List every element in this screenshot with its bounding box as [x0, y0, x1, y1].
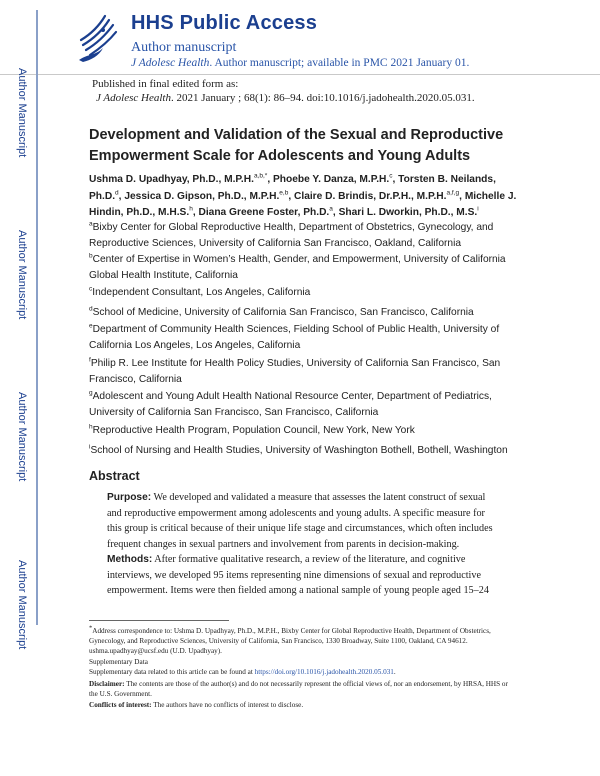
header-journal-line	[131, 57, 469, 69]
author-name: Michelle J. Hindin, Ph.D., M.H.S.	[89, 190, 517, 218]
side-label-3: Author Manuscript	[16, 392, 28, 482]
affiliation-i	[89, 443, 529, 459]
publication-line-2	[96, 92, 475, 104]
header-title: HHS Public Access	[131, 12, 318, 34]
affiliation-marker: h	[89, 423, 93, 431]
affiliation-text: Adolescent and Young Adult Health National Resource Center, Department of Pediatrics, University of California San Francisco, San Francisco, California	[89, 391, 492, 418]
author	[89, 174, 267, 185]
side-label-4: Author Manuscript	[16, 560, 28, 650]
author-affiliation-marker: i	[477, 205, 479, 213]
side-label-1: Author Manuscript	[16, 68, 28, 158]
affiliation-e	[89, 322, 529, 354]
affiliation-marker: a	[89, 220, 93, 228]
author-name: Ushma D. Upadhyay, Ph.D., M.P.H.	[89, 174, 254, 185]
affiliation-marker: f	[89, 356, 91, 364]
affiliation-g	[89, 389, 529, 421]
supp-doi-link[interactable]: https://doi.org/10.1016/j.jadohealth.2020.05.031	[254, 668, 394, 676]
affiliation-text: Reproductive Health Program, Population Council, New York, New York	[92, 425, 415, 436]
author	[124, 191, 288, 202]
author	[339, 207, 479, 218]
author-affiliation-marker: a,b,*	[253, 172, 268, 180]
affiliation-b	[89, 252, 529, 284]
affiliation-c	[89, 285, 529, 301]
correspondence-text: Address correspondence to: Ushma D. Upadhyay, Ph.D., M.P.H., Bixby Center for Global Reproductive Health, Department of Obstetrics, Gynecology, and Reproductive Sciences, University of California, San Francisco, 1330 Broadway, Suite 1100, Oakland, CA 94612. ushma.upadhyay@ucsf.edu (U.D. Upadhyay).	[89, 627, 491, 655]
author-affiliation-marker: d	[115, 189, 119, 197]
affiliation-a	[89, 220, 529, 252]
publication-line-1: Published in final edited form as:	[92, 78, 239, 90]
correspondence-marker: *	[89, 624, 93, 632]
conflicts-label: Conflicts of interest:	[89, 701, 152, 709]
affiliation-text: Department of Community Health Sciences, Fielding School of Public Health, University of California Los Angeles, Los Angeles, California	[89, 324, 500, 351]
author-affiliation-marker: a,f,g	[446, 189, 460, 197]
footnote-correspondence	[89, 626, 514, 656]
header-journal-name: J Adolesc Health	[131, 57, 210, 69]
footnote-supp	[89, 667, 514, 677]
header-subtitle: Author manuscript	[131, 40, 237, 55]
author	[294, 191, 459, 202]
paper-title: Development and Validation of the Sexual and Reproductive Empowerment Scale for Adolescents and Young Adults	[89, 127, 504, 164]
author-name: Shari L. Dworkin, Ph.D., M.S.	[338, 207, 478, 218]
affiliation-marker: i	[89, 443, 91, 451]
author	[198, 207, 332, 218]
methods-text: After formative qualitative research, a review of the literature, and cognitive interviews, we developed 95 items representing nine dimensions of sexual and reproductive empowerment. Items were then fielded among a national sample of young people aged 15–24	[107, 554, 489, 596]
supp-text: Supplementary data related to this article can be found at	[89, 668, 255, 676]
author-name: Phoebe Y. Danza, M.P.H.	[272, 174, 390, 185]
purpose-label: Purpose:	[107, 492, 152, 503]
affiliation-text: Center of Expertise in Women’s Health, Gender, and Empowerment, University of California Global Health Institute, California	[89, 254, 506, 281]
affiliation-text: School of Nursing and Health Studies, University of Washington Bothell, Bothell, Washington	[90, 445, 508, 456]
purpose-text: We developed and validated a measure that assesses the latent construct of sexual and reproductive empowerment among adolescents and young adults. A specific measure for this group is critical because of their unique life stage and circumstances, which often includes frequent changes in sexual partners and involvement from parents in decision-making.	[107, 492, 493, 550]
affiliation-marker: g	[89, 389, 93, 397]
side-label-2: Author Manuscript	[16, 230, 28, 320]
footnote-divider	[89, 620, 229, 621]
affiliation-text: Philip R. Lee Institute for Health Policy Studies, University of California San Francisco, San Francisco, California	[89, 358, 501, 385]
affiliation-text: School of Medicine, University of California San Francisco, San Francisco, California	[92, 307, 474, 318]
affiliation-text: Independent Consultant, Los Angeles, California	[92, 287, 311, 298]
author-affiliation-marker: a	[329, 205, 333, 213]
author-affiliation-marker: e,b	[279, 189, 289, 197]
conflicts-text: The authors have no conflicts of interest to disclose.	[151, 701, 304, 709]
header-journal-availability: . Author manuscript; available in PMC 2021 January 01.	[209, 57, 470, 69]
affiliation-marker: d	[89, 305, 93, 313]
author	[273, 174, 393, 185]
author-name: Diana Greene Foster, Ph.D.	[198, 207, 330, 218]
affiliation-text: Bixby Center for Global Reproductive Health, Department of Obstetrics, Gynecology, and Reproductive Sciences, University of California San Francisco, Oakland, California	[89, 222, 494, 249]
publication-citation: . 2021 January ; 68(1): 86–94. doi:10.1016/j.jadohealth.2020.05.031.	[170, 92, 475, 104]
affiliation-marker: c	[89, 285, 93, 293]
author-affiliation-marker: c	[389, 172, 393, 180]
header-divider	[0, 74, 600, 75]
abstract-methods	[107, 552, 499, 599]
disclaimer-text: The contents are those of the author(s) and do not necessarily represent the official views of, nor an endorsement, by HRSA, HHS or the U.S. Government.	[89, 680, 508, 698]
disclaimer-label: Disclaimer:	[89, 680, 125, 688]
author-name: Jessica D. Gipson, Ph.D., M.P.H.	[124, 190, 280, 202]
author-name: Torsten B. Neilands, Ph.D.	[89, 174, 496, 202]
abstract-purpose	[107, 490, 499, 552]
footnote-conflicts	[89, 700, 514, 710]
author-name: Claire D. Brindis, Dr.P.H., M.P.H.	[294, 190, 447, 202]
affiliation-f	[89, 356, 529, 388]
affiliation-h	[89, 423, 529, 439]
affiliation-marker: b	[89, 252, 93, 260]
footnote-supp-title: Supplementary Data	[89, 658, 148, 666]
hhs-eagle-logo-icon	[73, 10, 125, 65]
footnote-disclaimer	[89, 679, 514, 699]
abstract-heading: Abstract	[89, 469, 140, 483]
affiliation-d	[89, 305, 529, 321]
author-list: Ushma D. Upadhyay, Ph.D., M.P.H.$^{a,b,*}$, Phoebe Y. Danza, M.P.H.$^c$, Torsten B. Neilands, Ph.D.$^d$, Jessica D. Gipson, Ph.D., M.P.H.$^{e,b}$, Claire D. Brindis, Dr.P.H., M.P.H.$^{a,f,g}$, Michelle J. Hindin, Ph.D., M.H.S.$^h$, Diana Greene Foster, Ph.D.$^a$, Shari L. Dworkin, Ph.D., M.S.$^i$	[89, 172, 517, 218]
side-divider	[36, 10, 38, 625]
publication-journal: J Adolesc Health	[96, 92, 171, 104]
supp-end: .	[393, 668, 396, 676]
methods-label: Methods:	[107, 554, 153, 565]
affiliation-marker: e	[89, 322, 93, 330]
author-affiliation-marker: h	[189, 205, 193, 213]
